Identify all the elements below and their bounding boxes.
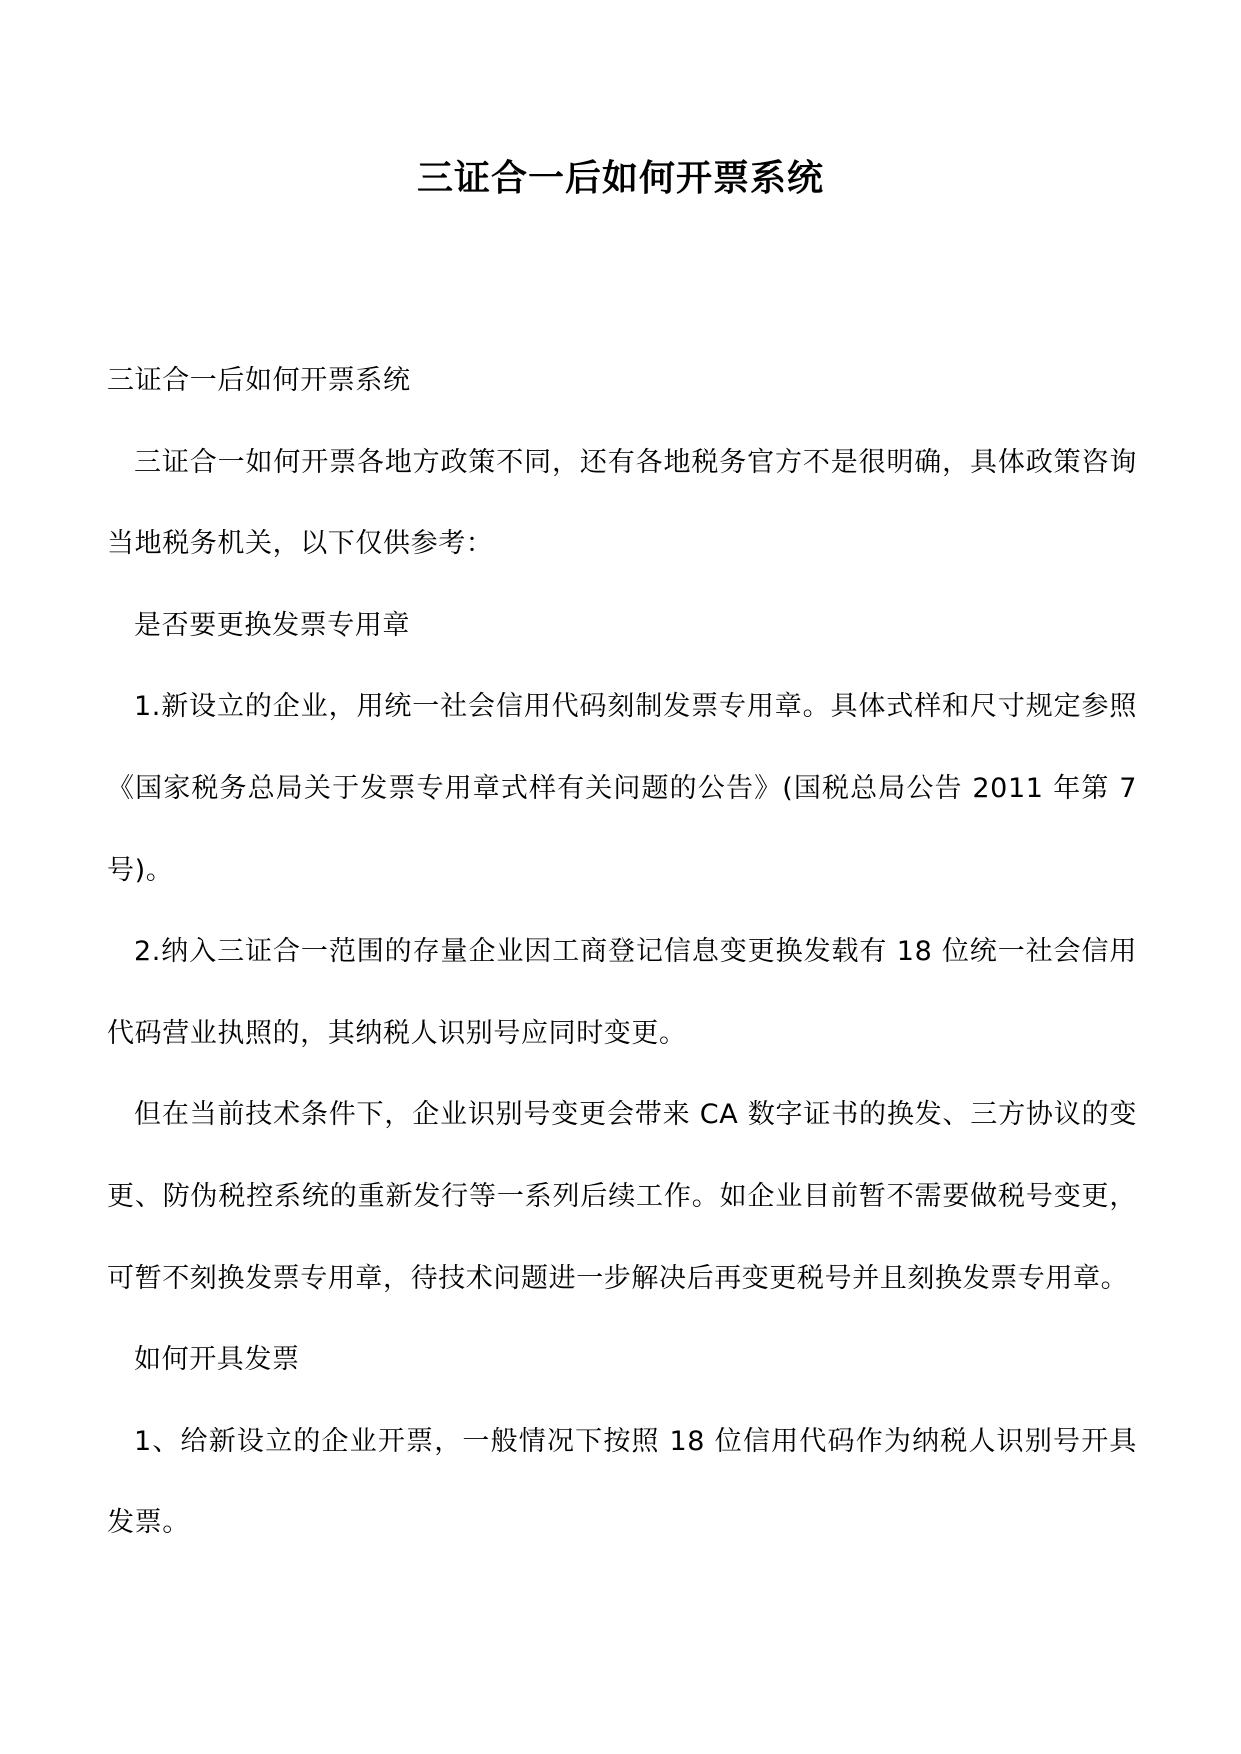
paragraph-item-1: 1.新设立的企业，用统一社会信用代码刻制发票专用章。具体式样和尺寸规定参照《国家税务总局关于发票专用章式样有关问题的公告》(国税总局公告 2011 年第 7 号)。	[107, 691, 1137, 886]
paragraph-technical-note: 但在当前技术条件下，企业识别号变更会带来 CA 数字证书的换发、三方协议的变更、防伪税控系统的重新发行等一系列后续工作。如企业目前暂不需要做税号变更，可暂不刻换发票专用章，待技术问题进一步解决后再变更税号并且刻换发票专用章。	[107, 1099, 1137, 1294]
section-heading-invoice: 如何开具发票	[134, 1344, 300, 1376]
document-title: 三证合一后如何开票系统	[416, 158, 824, 199]
document-body	[107, 340, 1137, 1564]
section-heading-seal: 是否要更换发票专用章	[134, 609, 410, 641]
paragraph-heading: 三证合一后如何开票系统	[107, 365, 411, 396]
paragraph-intro: 三证合一如何开票各地方政策不同，还有各地税务官方不是很明确，具体政策咨询当地税务机关，以下仅供参考：	[107, 446, 1137, 560]
paragraph-invoice-item-1: 1、给新设立的企业开票，一般情况下按照 18 位信用代码作为纳税人识别号开具发票。	[107, 1425, 1137, 1539]
paragraph-item-2: 2.纳入三证合一范围的存量企业因工商登记信息变更换发载有 18 位统一社会信用代码营业执照的，其纳税人识别号应同时变更。	[107, 936, 1137, 1049]
